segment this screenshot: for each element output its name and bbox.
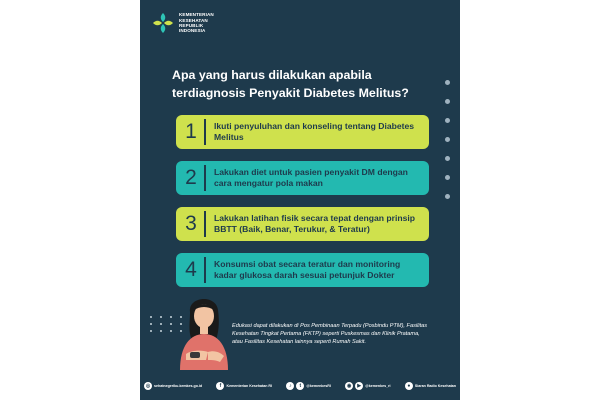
left-margin xyxy=(0,0,140,400)
kemenkes-logo xyxy=(152,12,214,34)
step-item-1 xyxy=(176,115,429,149)
step-number: 1 xyxy=(176,115,206,149)
footer-twitter-text: @kemenkesRI xyxy=(306,384,331,388)
twitter-icon: t xyxy=(296,382,304,390)
education-note: Edukasi dapat dilakukan di Pos Pembinaan Terpadu (Posbindu PTM), Fasilitas Kesehatan Tingkat Pertama (FKTP) seperti Puskesmas dan Klinik Pratama, atau Fasilitas Kesehatan lainnya seperti Rumah Sakit. xyxy=(232,323,428,345)
step-text: Ikuti penyuluhan dan konseling tentang Diabetes Melitus xyxy=(214,120,415,142)
footer-instagram-text: @kemenkes_ri xyxy=(365,384,391,388)
kemenkes-logo-icon xyxy=(152,12,174,34)
facebook-icon: f xyxy=(216,382,224,390)
logo-line: KEMENTERIAN xyxy=(179,12,214,18)
footer-twitter[interactable] xyxy=(286,382,330,390)
logo-text xyxy=(179,12,214,34)
footer-bar xyxy=(140,372,460,400)
logo-line: INDONESIA xyxy=(179,28,206,34)
globe-icon: ◎ xyxy=(145,383,151,389)
step-item-4 xyxy=(176,253,429,287)
logo-line: KESEHATAN xyxy=(179,17,208,23)
poster-title: Apa yang harus dilakukan apabila terdiagnosis Penyakit Diabetes Melitus? xyxy=(172,68,409,100)
footer-facebook-text: Kementerian Kesehatan RI xyxy=(226,384,273,388)
decorative-dots xyxy=(445,80,450,199)
step-text: Lakukan diet untuk pasien penyakit DM dengan cara mengatur pola makan xyxy=(214,166,408,188)
step-item-3 xyxy=(176,207,429,241)
logo-line: REPUBLIK xyxy=(179,23,204,28)
woman-illustration xyxy=(168,290,240,370)
step-number: 2 xyxy=(176,161,206,195)
step-text: Lakukan latihan fisik secara tepat dengan prinsip BBTT (Baik, Benar, Terukur, & Teratur) xyxy=(214,212,416,234)
footer-website-text: sehatnegeriku.kemkes.go.id xyxy=(154,384,203,388)
footer-radio-text: Siaran Radio Kesehatan xyxy=(414,384,456,388)
instagram-icon: ◉ xyxy=(347,383,352,389)
tiktok-icon: ♪ xyxy=(286,382,294,390)
footer-instagram[interactable] xyxy=(345,382,390,390)
footer-radio[interactable] xyxy=(405,382,456,390)
infographic-poster xyxy=(140,0,460,400)
step-number: 4 xyxy=(176,253,206,287)
step-item-2 xyxy=(176,161,429,195)
right-margin xyxy=(460,0,600,400)
radio-icon: ● xyxy=(405,382,413,390)
step-number: 3 xyxy=(176,207,206,241)
youtube-icon: ▶ xyxy=(355,382,363,390)
step-text: Konsumsi obat secara teratur dan monitoring kadar glukosa darah sesuai petunjuk Dokter xyxy=(214,258,401,280)
footer-website[interactable] xyxy=(144,382,202,390)
footer-facebook[interactable] xyxy=(216,382,272,390)
